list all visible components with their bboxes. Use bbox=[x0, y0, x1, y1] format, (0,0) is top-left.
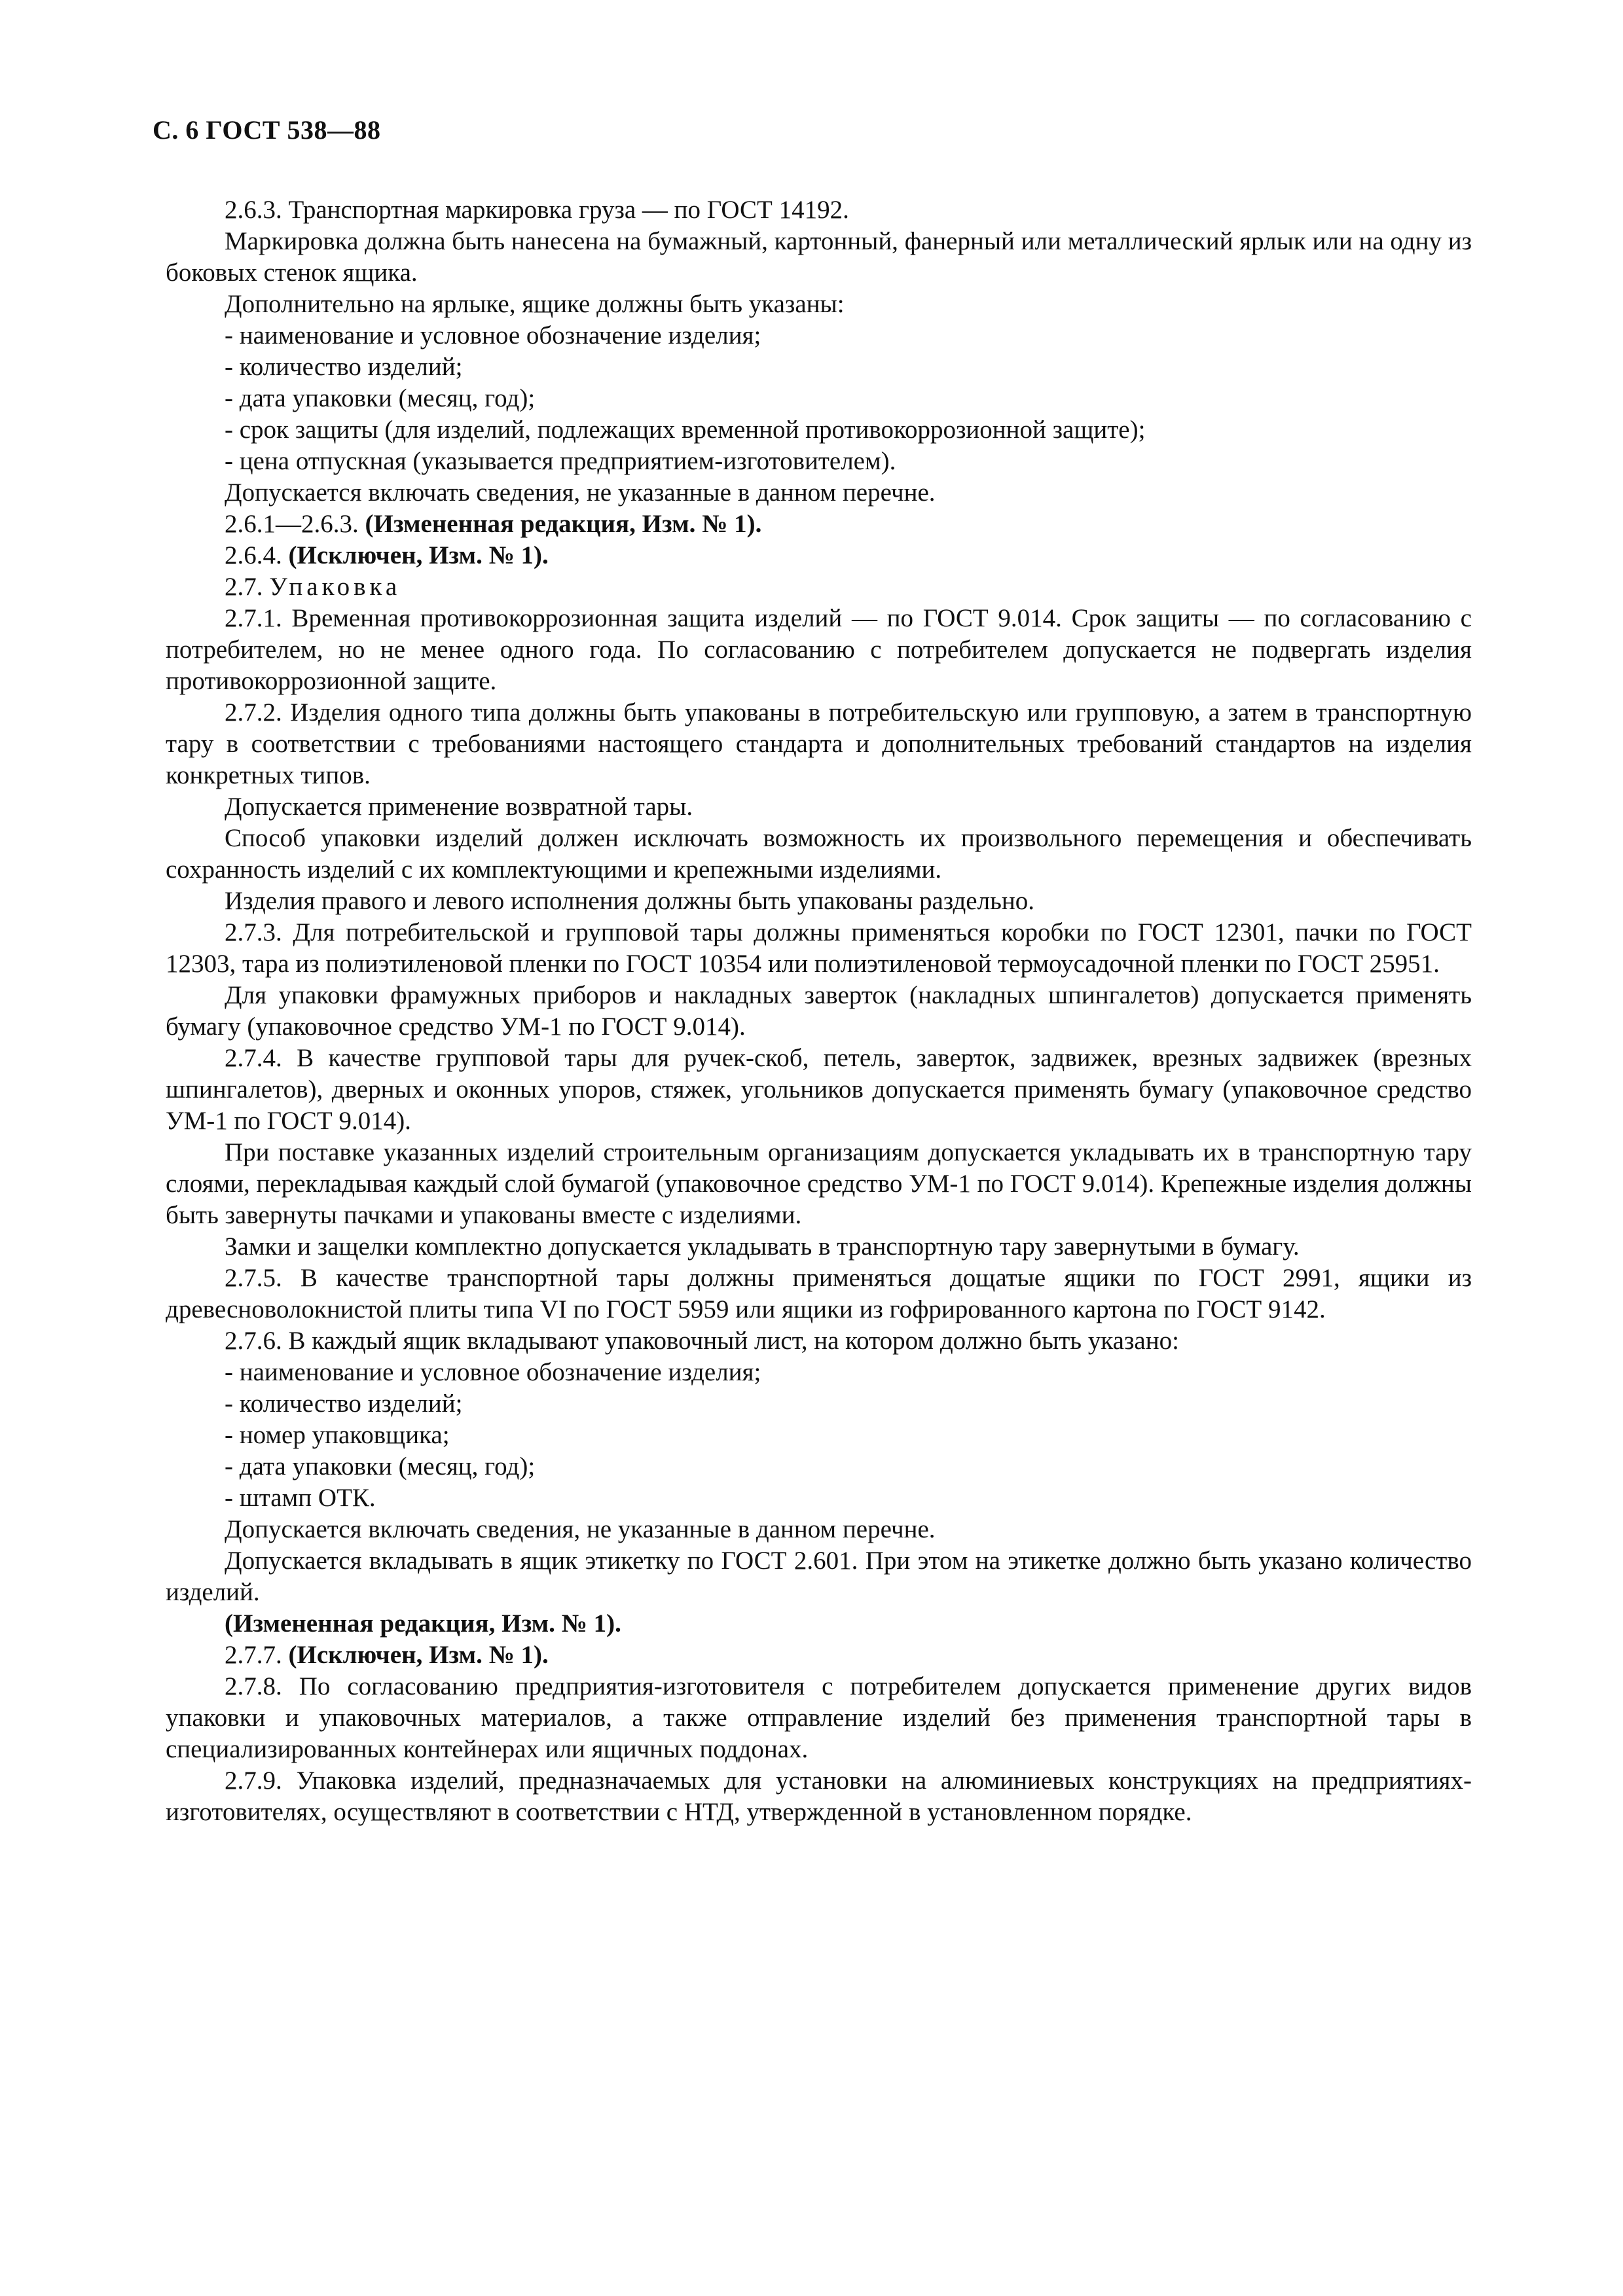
paragraph-2-7-9: 2.7.9. Упаковка изделий, предназначаемых для установки на алюминиевых конструкциях на предприятиях-изготовителях, осуществляют в соответствии с НТД, утвержденной в установленном порядке. bbox=[166, 1767, 1472, 1826]
list-item: - дата упаковки (месяц, год); bbox=[225, 1452, 536, 1480]
list-item: - срок защиты (для изделий, подлежащих временной противокоррозионной защите); bbox=[225, 416, 1146, 444]
paragraph-2-7-3: 2.7.3. Для потребительской и групповой тары должны применяться коробки по ГОСТ 12301, пачки по ГОСТ 12303, тара из полиэтиленовой пленки по ГОСТ 10354 или полиэтиленовой термоусадочной пленки по ГОСТ 25951. bbox=[166, 918, 1472, 978]
paragraph-returnable-tare: Допускается применение возвратной тары. bbox=[225, 793, 693, 821]
paragraph-2-6-4-excluded: 2.6.4. (Исключен, Изм. № 1). bbox=[225, 541, 549, 569]
paragraph-left-right: Изделия правого и левого исполнения должны быть упакованы раздельно. bbox=[225, 887, 1034, 915]
paragraph-2-7-8: 2.7.8. По согласованию предприятия-изготовителя с потребителем допускается применение других видов упаковки и упаковочных материалов, а также отправление изделий без применения транспортной тары в специализированных контейнерах или ящичных поддонах. bbox=[166, 1672, 1472, 1763]
paragraph-2-6-1-amended: 2.6.1—2.6.3. (Измененная редакция, Изм. № 1). bbox=[225, 510, 762, 538]
paragraph-2-7-7-excluded: 2.7.7. (Исключен, Изм. № 1). bbox=[225, 1641, 549, 1669]
paragraph-allowed-info-2: Допускается включать сведения, не указанные в данном перечне. bbox=[225, 1515, 936, 1543]
list-item: - количество изделий; bbox=[225, 353, 463, 381]
list-item: - наименование и условное обозначение изделия; bbox=[225, 321, 761, 350]
paragraph-2-7-6: 2.7.6. В каждый ящик вкладывают упаковочный лист, на котором должно быть указано: bbox=[225, 1327, 1179, 1355]
paragraph-2-6-3: 2.6.3. Транспортная маркировка груза — по ГОСТ 14192. bbox=[225, 196, 849, 224]
paragraph-2-7-4: 2.7.4. В качестве групповой тары для ручек-скоб, петель, заверток, задвижек, врезных задвижек (врезных шпингалетов), дверных и оконных упоров, стяжек, угольников допускается применять бумагу (упаковочное средство УМ-1 по ГОСТ 9.014). bbox=[166, 1044, 1472, 1135]
paragraph-packing-method: Способ упаковки изделий должен исключать возможность их произвольного перемещения и обеспечивать сохранность изделий с их комплектующими и крепежными изделиями. bbox=[166, 824, 1472, 884]
page-header: С. 6 ГОСТ 538—88 bbox=[153, 115, 381, 145]
paragraph-allowed-info: Допускается включать сведения, не указанные в данном перечне. bbox=[225, 478, 936, 507]
list-item: - штамп ОТК. bbox=[225, 1484, 376, 1512]
paragraph-label-insert: Допускается вкладывать в ящик этикетку по ГОСТ 2.601. При этом на этикетке должно быть указано количество изделий. bbox=[166, 1547, 1472, 1606]
list-item: - наименование и условное обозначение изделия; bbox=[225, 1358, 761, 1386]
list-item: - дата упаковки (месяц, год); bbox=[225, 384, 536, 412]
paragraph-amended-note: (Измененная редакция, Изм. № 1). bbox=[225, 1609, 621, 1638]
list-item: - количество изделий; bbox=[225, 1390, 463, 1418]
document-body bbox=[166, 194, 1472, 1828]
paragraph-construction-delivery: При поставке указанных изделий строительным организациям допускается укладывать их в транспортную тару слоями, перекладывая каждый слой бумагой (упаковочное средство УМ-1 по ГОСТ 9.014). Крепежные изделия должны быть завернуты пачками и упакованы вместе с изделиями. bbox=[166, 1138, 1472, 1229]
paragraph-2-7-1: 2.7.1. Временная противокоррозионная защита изделий — по ГОСТ 9.014. Срок защиты — по согласованию с потребителем, но не менее одного года. По согласованию с потребителем допускается не подвергать изделия противокоррозионной защите. bbox=[166, 604, 1472, 695]
list-item: - номер упаковщика; bbox=[225, 1421, 450, 1449]
paragraph-2-7-2: 2.7.2. Изделия одного типа должны быть упакованы в потребительскую или групповую, а затем в транспортную тару в соответствии с требованиями настоящего стандарта и дополнительных требований стандартов на изделия конкретных типов. bbox=[166, 698, 1472, 789]
paragraph-locks: Замки и защелки комплектно допускается укладывать в транспортную тару завернутыми в бумагу. bbox=[225, 1232, 1300, 1261]
list-item: - цена отпускная (указывается предприятием-изготовителем). bbox=[225, 447, 896, 475]
paragraph-label-info: Дополнительно на ярлыке, ящике должны быть указаны: bbox=[225, 290, 845, 318]
section-2-7-title: 2.7. Упаковка bbox=[225, 573, 401, 601]
paragraph-marking: Маркировка должна быть нанесена на бумажный, картонный, фанерный или металлический ярлык или на одну из боковых стенок ящика. bbox=[166, 227, 1472, 287]
paragraph-2-7-5: 2.7.5. В качестве транспортной тары должны применяться дощатые ящики по ГОСТ 2991, ящики из древесноволокнистой плиты типа VI по ГОСТ 5959 или ящики из гофрированного картона по ГОСТ 9142. bbox=[166, 1264, 1472, 1323]
paragraph-transom-packing: Для упаковки фрамужных приборов и накладных заверток (накладных шпингалетов) допускается применять бумагу (упаковочное средство УМ-1 по ГОСТ 9.014). bbox=[166, 981, 1472, 1041]
